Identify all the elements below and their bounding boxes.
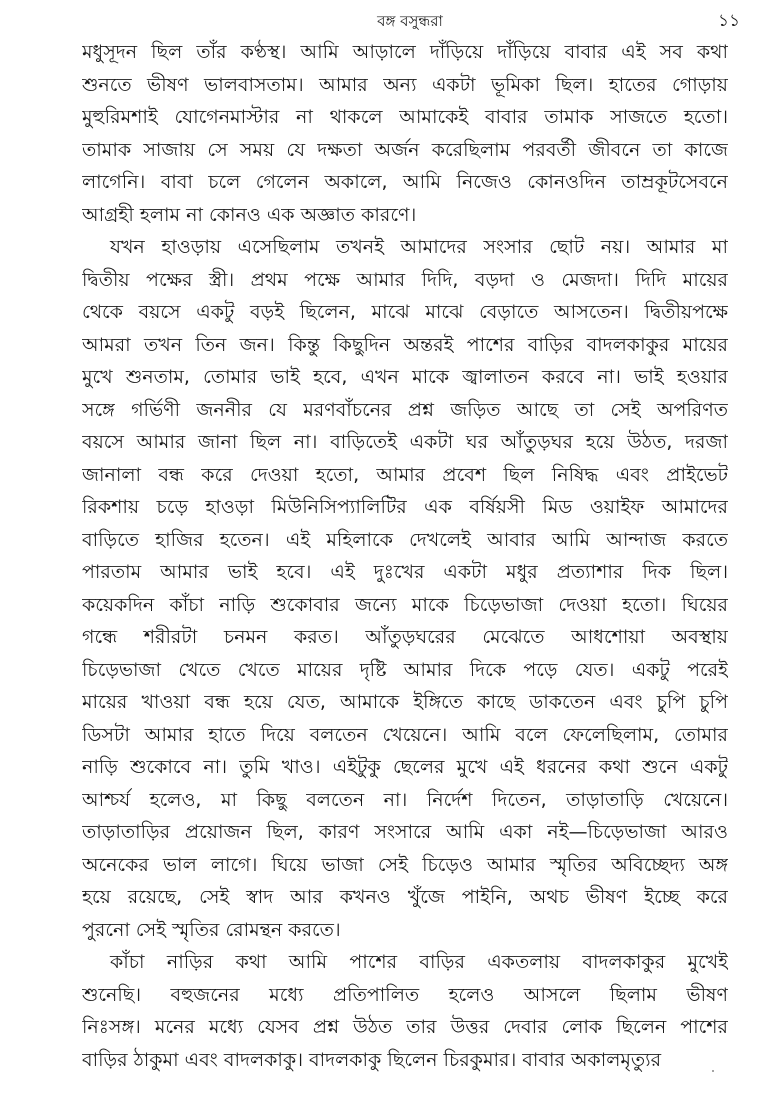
- paragraph: [82, 231, 728, 946]
- scan-speck: [712, 1070, 714, 1072]
- text-line: জানালা বন্ধ করে দেওয়া হতো, আমার প্রবেশ ছিল নিষিদ্ধ এবং প্রাইভেট: [82, 463, 728, 486]
- text-line: সঙ্গে গর্ভিণী জননীর যে মরণবাঁচনের প্রশ্ন জড়িত আছে তা সেই অপরিণত: [82, 398, 728, 421]
- text-line: নাড়ি শুকোবে না। তুমি খাও। এইটুকু ছেলের মুখে এই ধরনের কথা শুনে একটু: [82, 756, 728, 778]
- text-line: পুরনো সেই স্মৃতির রোমন্থন করতে।: [82, 918, 341, 941]
- text-line: কাঁচা নাড়ির কথা আমি পাশের বাড়ির একতলায় বাদলকাকুর মুখেই: [110, 951, 728, 973]
- text-line: পারতাম আমার ভাই হবে। এই দুঃখের একটা মধুর প্রত্যাশার দিক ছিল।: [82, 561, 728, 583]
- text-line: রিকশায় চড়ে হাওড়া মিউনিসিপ্যালিটির এক বর্ষিয়সী মিড ওয়াইফ আমাদের: [82, 496, 728, 518]
- text-line: মুখে শুনতাম, তোমার ভাই হবে, এখন মাকে জ্বালাতন করবে না। ভাই হওয়ার: [82, 366, 728, 388]
- text-line: হয়ে রয়েছে, সেই স্বাদ আর কখনও খুঁজে পাইনি, অথচ ভীষণ ইচ্ছে করে: [82, 886, 728, 908]
- text-line: কয়েকদিন কাঁচা নাড়ি শুকোবার জন্যে মাকে চিড়েভাজা দেওয়া হতো। ঘিয়ের: [82, 593, 728, 616]
- text-line: ডিসটা আমার হাতে দিয়ে বলতেন খেয়েনে। আমি বলে ফেলেছিলাম, তোমার: [82, 723, 728, 746]
- page-header: [80, 6, 740, 36]
- text-line: অনেকের ভাল লাগে। ঘিয়ে ভাজা সেই চিড়েও আমার স্মৃতির অবিচ্ছেদ্য অঙ্গ: [82, 853, 728, 876]
- text-line: মায়ের খাওয়া বন্ধ হয়ে যেত, আমাকে ইঙ্গিতে কাছে ডাকতেন এবং চুপি চুপি: [82, 691, 728, 713]
- paragraph: [82, 36, 728, 231]
- text-line: শুনতে ভীষণ ভালবাসতাম। আমার অন্য একটা ভূমিকা ছিল। হাতের গোড়ায়: [82, 73, 728, 96]
- text-line: লাগেনি। বাবা চলে গেলেন অকালে, আমি নিজেও কোনওদিন তাম্রকূটসেবনে: [82, 171, 728, 193]
- text-line: আমরা তখন তিন জন। কিন্তু কিছুদিন অন্তরই পাশের বাড়ির বাদলকাকুর মায়ের: [82, 333, 728, 356]
- text-line: নিঃসঙ্গ। মনের মধ্যে যেসব প্রশ্ন উঠত তার উত্তর দেবার লোক ছিলেন পাশের: [82, 1016, 728, 1038]
- text-line: বাড়িতে হাজির হতেন। এই মহিলাকে দেখলেই আবার আমি আন্দাজ করতে: [82, 528, 728, 551]
- text-line: তাড়াতাড়ির প্রয়োজন ছিল, কারণ সংসারে আমি একা নই—চিড়েভাজা আরও: [82, 821, 728, 843]
- text-line: থেকে বয়সে একটু বড়ই ছিলেন, মাঝে মাঝে বেড়াতে আসতেন। দ্বিতীয়পক্ষে: [82, 301, 728, 323]
- text-line: বাড়ির ঠাকুমা এবং বাদলকাকু। বাদলকাকু ছিলেন চিরকুমার। বাবার অকালমৃত্যুর: [82, 1048, 662, 1071]
- text-line: আগ্রহী হলাম না কোনও এক অজ্ঞাত কারণে।: [82, 203, 417, 226]
- text-line: মুহুরিমশাই যোগেনমাস্টার না থাকলে আমাকেই বাবার তামাক সাজতে হতো।: [82, 106, 728, 128]
- body-text: [82, 36, 728, 1076]
- page-number: ১১: [717, 11, 740, 31]
- text-line: আশ্চর্য হলেও, মা কিছু বলতেন না। নির্দেশ দিতেন, তাড়াতাড়ি খেয়েনে।: [82, 788, 728, 811]
- text-line: বয়সে আমার জানা ছিল না। বাড়িতেই একটা ঘর আঁতুড়ঘর হয়ে উঠত, দরজা: [82, 431, 728, 453]
- text-line: দ্বিতীয় পক্ষের স্ত্রী। প্রথম পক্ষে আমার দিদি, বড়দা ও মেজদা। দিদি মায়ের: [82, 268, 728, 291]
- text-line: গন্ধে শরীরটা চনমন করত। আঁতুড়ঘরের মেঝেতে আধশোয়া অবস্থায়: [82, 626, 728, 648]
- text-line: চিড়েভাজা খেতে খেতে মায়ের দৃষ্টি আমার দিকে পড়ে যেত। একটু পরেই: [82, 658, 728, 681]
- running-title: বঙ্গ বসুন্ধরা: [377, 12, 443, 30]
- text-line: তামাক সাজায় সে সময় যে দক্ষতা অর্জন করেছিলাম পরবর্তী জীবনে তা কাজে: [82, 138, 728, 161]
- paragraph: [82, 946, 728, 1076]
- text-line: শুনেছি। বহুজনের মধ্যে প্রতিপালিত হলেও আসলে ছিলাম ভীষণ: [82, 983, 728, 1006]
- text-line: যখন হাওড়ায় এসেছিলাম তখনই আমাদের সংসার ছোট নয়। আমার মা: [110, 236, 728, 258]
- text-line: মধুসূদন ছিল তাঁর কণ্ঠস্থ। আমি আড়ালে দাঁড়িয়ে দাঁড়িয়ে বাবার এই সব কথা: [82, 41, 728, 63]
